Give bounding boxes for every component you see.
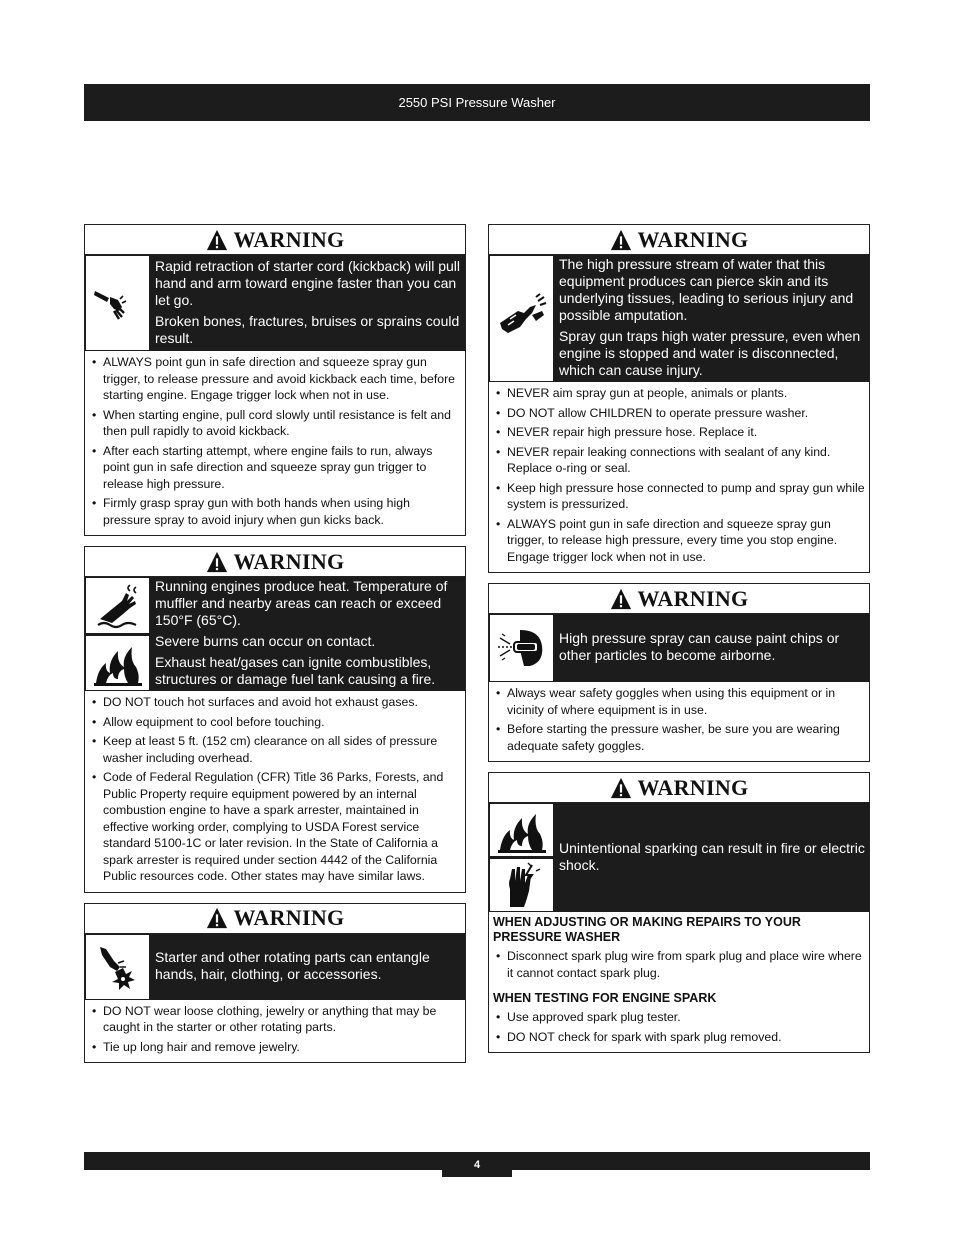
warning-heading [489, 773, 869, 803]
bullet-list [489, 1006, 869, 1052]
left-column [84, 224, 466, 1073]
warning-triangle-icon [610, 777, 632, 799]
warning-box [488, 772, 870, 1053]
list-item: • DO NOT check for spark with spark plug removed. [493, 1029, 865, 1046]
hazard-paragraph: Broken bones, fractures, bruises or sprains could result. [155, 312, 460, 346]
hazard-description [555, 803, 869, 912]
hazard-panel [85, 577, 465, 691]
list-item: • Firmly grasp spray gun with both hands when using high pressure spray to avoid injury when gun kicks back. [89, 495, 461, 528]
list-item: • DO NOT wear loose clothing, jewelry or anything that may be caught in the starter or other rotating parts. [89, 1003, 461, 1036]
warning-box [84, 224, 466, 536]
list-item: • DO NOT touch hot surfaces and avoid hot exhaust gases. [89, 694, 461, 711]
warning-word: WARNING [233, 226, 345, 252]
list-item: • Tie up long hair and remove jewelry. [89, 1039, 461, 1056]
warning-heading [85, 547, 465, 577]
hazard-description [555, 614, 869, 682]
right-column [488, 224, 870, 1063]
list-item: • ALWAYS point gun in safe direction and squeeze spray gun trigger, to release high pressure, every time you stop engine. Engage trigger lock when not in use. [493, 516, 865, 566]
section-subhead: WHEN TESTING FOR ENGINE SPARK [493, 991, 717, 1005]
section-subhead: WHEN ADJUSTING OR MAKING REPAIRS TO YOUR PRESSURE WASHER [493, 915, 801, 944]
warning-box [84, 903, 466, 1064]
list-item: • DO NOT allow CHILDREN to operate pressure washer. [493, 405, 865, 422]
kickback-hand-icon [85, 255, 151, 351]
list-item: • After each starting attempt, where engine fails to run, always point gun in safe direction and squeeze spray gun trigger to release high pressure. [89, 443, 461, 493]
list-item: • NEVER repair leaking connections with sealant of any kind. Replace o-ring or seal. [493, 444, 865, 477]
hazard-description [151, 577, 465, 691]
warning-box [488, 224, 870, 573]
hazard-paragraph: Running engines produce heat. Temperature of muffler and nearby areas can reach or exceed 150°F (65°C). [155, 578, 448, 628]
warning-heading [489, 225, 869, 255]
bullet-list [489, 382, 869, 572]
hazard-paragraph: Spray gun traps high water pressure, even when engine is stopped and water is disconnected, which can cause injury. [559, 328, 861, 378]
list-item: • Always wear safety goggles when using this equipment or in vicinity of where equipment is in use. [493, 685, 865, 718]
list-item: • Keep at least 5 ft. (152 cm) clearance on all sides of pressure washer including overhead. [89, 733, 461, 766]
warning-word: WARNING [233, 905, 345, 930]
header-title: 2550 PSI Pressure Washer [398, 95, 556, 110]
list-item: • Code of Federal Regulation (CFR) Title 36 Parks, Forests, and Public Property require equipment powered by an internal combustion engine to have a spark arrester, maintained in effective working order, complying to USDA Forest service standard 5100-1C or later revision. In the State of California a spark arrester is required under section 4442 of the California Public resources code. Other states may have similar laws. [89, 769, 461, 885]
list-item: • Keep high pressure hose connected to pump and spray gun while system is pressurized. [493, 480, 865, 513]
hazard-paragraph: Unintentional sparking can result in fire or electric shock. [559, 839, 865, 873]
high-pressure-spray-icon [489, 255, 555, 382]
hazard-description [151, 934, 465, 1000]
electric-shock-icon [489, 857, 555, 912]
warning-box [84, 546, 466, 893]
warning-word: WARNING [637, 226, 749, 252]
rotating-parts-icon [85, 934, 151, 1000]
hazard-paragraph: The high pressure stream of water that this equipment produces can pierce skin and its underlying tissues, leading to serious injury and possible amputation. [559, 256, 854, 323]
fire-icon [85, 634, 151, 692]
bullet-list [85, 1000, 465, 1063]
hazard-panel [85, 255, 465, 351]
hazard-paragraph: Severe burns can occur on contact. [155, 633, 376, 649]
hazard-paragraph: Rapid retraction of starter cord (kickback) will pull hand and arm toward engine faster than you can let go. [155, 257, 460, 308]
bullet-list [85, 351, 465, 535]
bullet-list [85, 691, 465, 892]
warning-triangle-icon [610, 588, 632, 610]
warning-word: WARNING [233, 548, 345, 574]
hazard-icons [489, 614, 555, 682]
page-number: 4 [442, 1152, 512, 1177]
list-item: • NEVER aim spray gun at people, animals or plants. [493, 385, 865, 402]
warning-triangle-icon [206, 551, 228, 573]
warning-word: WARNING [637, 774, 749, 800]
list-item: • Allow equipment to cool before touching. [89, 714, 461, 731]
hazard-paragraph: Starter and other rotating parts can entangle hands, hair, clothing, or accessories. [155, 948, 430, 982]
hazard-paragraph: High pressure spray can cause paint chips or other particles to become airborne. [559, 630, 840, 663]
list-item: • When starting engine, pull cord slowly until resistance is felt and then pull rapidly to avoid kickback. [89, 407, 461, 440]
bullet-list [489, 682, 869, 761]
warning-word: WARNING [637, 585, 749, 611]
hot-surface-icon [85, 577, 151, 634]
list-item: • NEVER repair high pressure hose. Replace it. [493, 424, 865, 441]
list-item: • ALWAYS point gun in safe direction and squeeze spray gun trigger, to release pressure and avoid kickback each time, before starting engine. Engage trigger lock when not in use. [89, 354, 461, 404]
warning-heading [85, 904, 465, 934]
warning-triangle-icon [610, 229, 632, 251]
hazard-panel [85, 934, 465, 1000]
warning-heading [85, 225, 465, 255]
hazard-description [555, 255, 869, 382]
safety-goggles-icon [489, 614, 555, 682]
warning-heading [489, 584, 869, 614]
warning-box [488, 583, 870, 762]
fire-icon [489, 803, 555, 857]
hazard-icons [85, 934, 151, 1000]
hazard-icons [489, 803, 555, 912]
hazard-description [151, 255, 465, 351]
list-item: • Before starting the pressure washer, be sure you are wearing adequate safety goggles. [493, 721, 865, 754]
warning-triangle-icon [206, 907, 228, 929]
list-item: • Disconnect spark plug wire from spark plug and place wire where it cannot contact spark plug. [493, 948, 865, 981]
hazard-panel [489, 803, 869, 912]
hazard-panel [489, 614, 869, 682]
hazard-panel [489, 255, 869, 382]
bullet-list [489, 945, 869, 988]
hazard-paragraph: Exhaust heat/gases can ignite combustibles, structures or damage fuel tank causing a fire. [155, 654, 436, 687]
hazard-icons [489, 255, 555, 382]
warning-triangle-icon [206, 229, 228, 251]
header-bar [84, 84, 870, 121]
hazard-icons [85, 255, 151, 351]
hazard-icons [85, 577, 151, 691]
list-item: • Use approved spark plug tester. [493, 1009, 865, 1026]
